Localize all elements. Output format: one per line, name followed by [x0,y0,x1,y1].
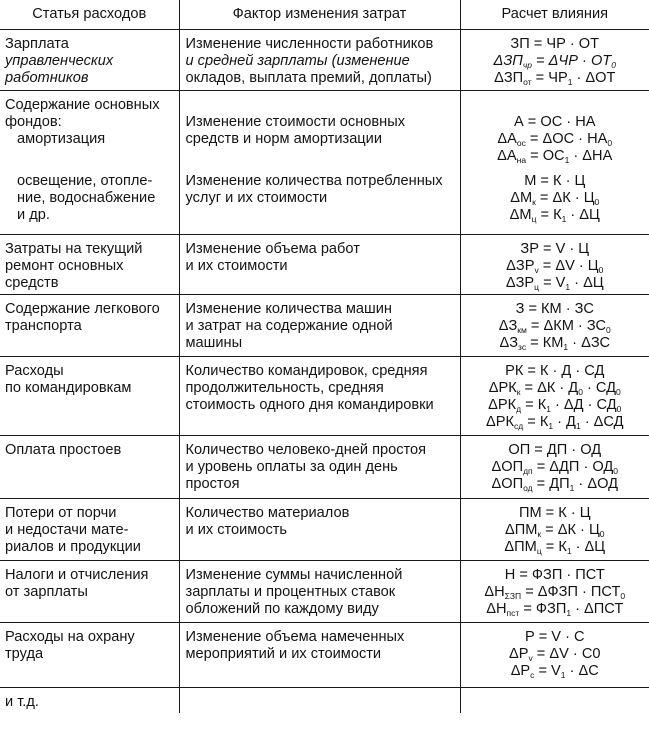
expense-item-line: Затраты на текущий [5,240,143,257]
expense-item-line: транспорта [5,317,82,334]
formula-line [463,301,648,318]
formula-line [463,207,648,224]
formula-text: ΔРК [486,413,514,430]
influence-calc-cell [460,294,649,356]
influence-calc-cell [460,167,649,234]
table-row [0,498,649,560]
formula-line [463,380,648,397]
expense-item-cell [0,294,179,356]
expense-item-line: освещение, отопле- [17,173,153,189]
formula-subscript: 0 [606,324,611,335]
influence-calc-cell [460,622,649,687]
cost-factor-line: Изменение объема работ [185,240,360,257]
cost-factor-line: средств и норм амортизации [185,131,382,147]
formula-text: · ΔСД [580,413,624,430]
expense-item-line: работников [5,70,89,86]
expense-item-line: фондов: [5,114,62,130]
cost-factor-line: продолжительность, средняя [185,379,384,396]
formula-line [463,148,648,165]
formula-text: · ΔНА [569,148,613,164]
formula-text: ΔА [497,131,517,147]
formula-text: = К [521,396,547,413]
formula-text: = ФЗП [519,600,567,617]
formula-text: = ΔДП · ОД [532,458,614,475]
expense-item-cell [0,167,179,234]
formula-text: = V [534,662,561,679]
expense-item-line: по командировкам [5,379,132,396]
influence-calc-cell [460,687,649,713]
formula-subscript: к [537,528,542,539]
cost-factor-line: окладов, выплата премий, доплаты) [185,70,432,86]
formula-text: = ДП [532,475,570,492]
formula-text: · Д [553,413,576,430]
cost-factor-cell [179,687,460,713]
cost-factor-line: стоимость одного дня командировки [185,396,434,413]
formula-line [463,241,648,258]
expense-item-line: Расходы на охрану [5,628,135,645]
formula-line [463,442,648,459]
expense-item-cell [0,30,179,91]
formula-subscript: 0 [611,60,616,70]
formula-subscript: к [516,386,521,397]
formula-line [463,539,648,556]
expense-item-line: амортизация [17,131,106,147]
cost-factor-line: мероприятий и их стоимости [185,645,382,662]
formula-subscript: 0 [616,386,621,397]
table-row [0,687,649,713]
expense-item-cell [0,435,179,498]
cost-factor-line: и их стоимости [185,257,288,274]
formula-text: ΔМ [509,207,532,223]
expense-item-cell [0,687,179,713]
formula-subscript: 1 [566,607,572,618]
influence-calc-cell [460,30,649,91]
formula-text: · ΔПСТ [571,600,624,617]
formula-subscript: 0 [613,465,619,476]
expense-item-line: и недостачи мате- [5,521,129,538]
cost-factor-line: и уровень оплаты за один день [185,458,398,475]
formula-text: З = КМ · ЗС [515,300,594,317]
formula-subscript: 1 [575,420,581,431]
expense-item-line: Потери от порчи [5,504,117,521]
table-row [0,234,649,294]
expense-item-line: Оплата простоев [5,441,122,458]
formula-subscript: 0 [607,138,613,148]
formula-subscript: 0 [578,386,583,397]
table-row [0,91,649,168]
formula-text: Р = V · С [524,628,585,645]
formula-text: = ЧР [531,70,568,86]
formula-subscript: 1 [566,545,572,556]
formula-subscript: км [517,324,527,335]
formula-line [463,629,648,646]
formula-text: · ΔС [565,662,599,679]
cost-factor-cell [179,560,460,622]
expense-item-cell [0,91,179,168]
expense-item-line: Содержание легкового [5,300,160,317]
formula-text: · ΔЦ [566,207,600,223]
expense-item-line: и др. [17,207,50,223]
header-expense-item: Статья расходов [0,0,179,30]
expense-item-line: труда [5,645,44,662]
formula-line [463,318,648,335]
formula-subscript: чр [522,60,532,70]
formula-line [463,459,648,476]
formula-text: ΔА [497,148,517,164]
cost-factor-line: Изменение количества машин [185,300,392,317]
formula-subscript: ΣЗП [504,590,522,601]
formula-subscript: 1 [567,77,573,87]
formula-text: ΔПМ [504,538,537,555]
formula-line [463,131,648,148]
formula-subscript: с [530,669,535,680]
cost-factor-cell [179,622,460,687]
cost-factor-line: машины [185,334,243,351]
formula-text: А = ОС · НА [514,114,596,130]
formula-text: ΔОП [491,475,524,492]
formula-subscript: 1 [565,281,571,292]
formula-subscript: 1 [563,341,569,352]
cost-factor-line: и их стоимость [185,521,288,538]
cost-factor-line: и затрат на содержание одной [185,317,393,334]
formula-text: ΔР [510,662,531,679]
formula-text: = ΔV · Ц [538,257,599,274]
cost-factor-line: Количество материалов [185,504,350,521]
formula-text: = ΔОС · НА [525,131,608,147]
formula-text: ΔР [509,645,529,662]
expense-item-line: и т.д. [5,693,39,710]
formula-text: ΔРК [488,379,517,396]
expense-item-line: средств [5,274,59,291]
expense-item-line: Налоги и отчисления [5,566,149,583]
formula-text: = К [536,207,562,223]
formula-line [463,663,648,680]
formula-text: ΔЗ [498,317,518,334]
formula-subscript: 0 [599,528,605,539]
formula-text: = ΔК · Ц [541,521,600,538]
formula-subscript: д [516,403,522,414]
formula-subscript: 0 [598,264,604,275]
formula-text: ΔМ [510,190,533,206]
formula-line [463,505,648,522]
expense-item-line: риалов и продукции [5,538,141,555]
formula-subscript: 1 [564,155,570,165]
formula-text: ΔЗР [505,274,535,291]
formula-line [463,414,648,431]
header-cost-factor: Фактор изменения затрат [179,0,460,30]
formula-text: ПМ = К · Ц [518,504,591,521]
formula-subscript: 0 [616,403,622,414]
formula-text: = ΔКМ · ЗС [526,317,607,334]
formula-text: = ΔФЗП · ПСТ [521,583,621,600]
formula-text: = К [523,413,549,430]
cost-factor-line: простоя [185,475,240,492]
expense-item-line: ние, водоснабжение [17,190,156,206]
expense-item-line: Расходы [5,362,64,379]
cost-factor-line: обложений по каждому виду [185,600,379,617]
formula-text: ОП = ДП · ОД [508,441,602,458]
cost-factor-cell [179,356,460,435]
formula-text: · ΔОД [574,475,618,492]
formula-line [463,363,648,380]
cost-factor-line: Изменение количества потребленных [185,173,443,189]
formula-line [463,584,648,601]
table-row [0,435,649,498]
formula-line [463,335,648,352]
formula-line [463,70,648,87]
formula-line [463,53,648,70]
table-row [0,622,649,687]
cost-factor-cell [179,167,460,234]
expense-item-line: Содержание основных [5,97,160,113]
formula-subscript: од [523,482,533,493]
formula-subscript: 1 [569,482,575,493]
cost-factor-cell [179,91,460,168]
formula-text: М = К · Ц [524,173,586,189]
formula-line [463,173,648,190]
formula-line [463,522,648,539]
formula-line [463,114,648,131]
expense-item-line: от зарплаты [5,583,88,600]
cost-factor-line: Изменение суммы начисленной [185,566,403,583]
cost-factor-line: Количество человеко-дней простоя [185,441,427,458]
expense-item-cell [0,560,179,622]
formula-text: ΔН [484,583,505,600]
formula-text: = V [539,274,566,291]
formula-text: = ОС [526,148,565,164]
expense-item-line: Зарплата [5,36,69,52]
formula-text: = ΔК · Д [520,379,579,396]
cost-factor-cell [179,30,460,91]
cost-factor-line: Количество командировок, средняя [185,362,428,379]
table-row [0,294,649,356]
formula-line [463,646,648,663]
formula-subscript: на [516,155,527,165]
expense-item-cell [0,356,179,435]
expense-item-cell [0,622,179,687]
formula-text: РК = К · Д · СД [505,362,605,379]
table-row [0,356,649,435]
influence-calc-cell [460,560,649,622]
formula-subscript: v [534,264,539,275]
formula-subscript: v [528,652,533,663]
formula-text: · ΔОТ [572,70,616,86]
formula-text: ΔЗР [506,257,535,274]
formula-line [463,36,648,53]
cost-factor-line: услуг и их стоимости [185,190,328,206]
formula-text: ΔПМ [504,521,538,538]
formula-subscript: 0 [620,590,626,601]
formula-subscript: дп [523,465,533,476]
table-header-row [0,0,649,30]
cost-factor-line: Изменение объема намеченных [185,628,405,645]
influence-calc-cell [460,234,649,294]
formula-text: ΔЗП [494,70,524,86]
formula-text: · ΔЦ [570,274,604,291]
expense-item-cell [0,234,179,294]
cost-factor-cell [179,294,460,356]
formula-line [463,567,648,584]
formula-line [463,275,648,292]
expense-item-line: ремонт основных [5,257,124,274]
formula-subscript: 1 [561,214,567,224]
formula-text: = К [541,538,567,555]
formula-subscript: 1 [560,669,566,680]
formula-subscript: от [523,77,532,87]
formula-subscript: 1 [548,420,554,431]
formula-line [463,397,648,414]
formula-text: = КМ [526,334,564,351]
table-row [0,560,649,622]
formula-text: Н = ФЗП · ПСТ [504,566,605,583]
cost-factor-line: и средней зарплаты (изменение [185,53,410,69]
formula-text: · ΔЦ [571,538,606,555]
formula-text: ΔЗП [493,53,523,69]
formula-line [463,476,648,493]
influence-calc-cell [460,435,649,498]
cost-factor-line: Изменение стоимости основных [185,114,405,130]
influence-calc-cell [460,356,649,435]
formula-text: · ΔЗС [568,334,611,351]
formula-line [463,258,648,275]
formula-subscript: 0 [594,197,600,207]
table-row [0,30,649,91]
formula-text: = ΔV · С0 [532,645,601,662]
cost-factor-cell [179,498,460,560]
formula-subscript: зс [518,341,527,352]
influence-calc-cell [460,498,649,560]
cost-factor-cell [179,435,460,498]
expense-item-cell [0,498,179,560]
table-row [0,167,649,234]
formula-text: ΔРК [488,396,517,413]
influence-calc-cell [460,91,649,168]
cost-factor-cell [179,234,460,294]
formula-subscript: ц [536,545,542,556]
formula-subscript: сд [513,420,524,431]
expense-item-line: управленческих [5,53,114,69]
header-influence-calc: Расчет влияния [460,0,649,30]
formula-subscript: к [532,197,536,207]
formula-text: ЗР = V · Ц [520,240,590,257]
formula-subscript: ц [534,281,540,292]
formula-subscript: 1 [546,403,551,414]
formula-text: · СД [582,379,616,396]
formula-text: ΔН [486,600,507,617]
formula-text: ΔЗ [499,334,519,351]
formula-text: ЗП = ЧР · ОТ [510,36,600,52]
formula-text: = ΔК · Ц [535,190,595,206]
formula-text: ΔОП [491,458,524,475]
formula-line [463,190,648,207]
formula-subscript: ос [516,138,526,148]
cost-factor-line: зарплаты и процентных ставок [185,583,396,600]
formula-line [463,601,648,618]
formula-text: · ΔД · СД [550,396,617,413]
formula-text: = ΔЧР · ОТ [532,53,612,69]
cost-factor-line: Изменение численности работников [185,36,434,52]
formula-subscript: пст [506,607,520,618]
formula-subscript: ц [531,214,537,224]
